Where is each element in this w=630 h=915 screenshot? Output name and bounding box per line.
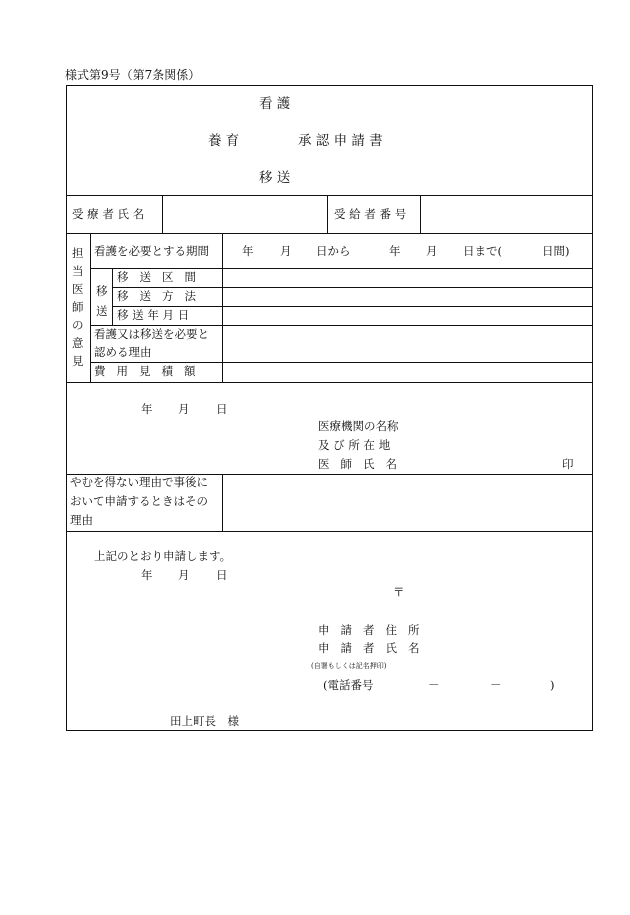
late-reason-line3: 理由 (70, 513, 93, 527)
period-month-to: 月 (426, 244, 438, 258)
rule-reason-bottom (91, 362, 592, 363)
rule-recipient-number-divider (420, 196, 421, 233)
postal-mark: 〒 (393, 585, 405, 599)
institution-address-label: 及び所在地 (318, 438, 394, 452)
rule-doctor-label-column (222, 234, 223, 382)
reason-label-line1: 看護又は移送を必要と (94, 327, 209, 341)
addressee: 田上町長 様 (170, 714, 239, 728)
phone-close: ) (550, 678, 555, 692)
applicant-date-year: 年 (141, 568, 153, 582)
doctor-name-label: 医 師 氏 名 (318, 457, 401, 471)
rule-recipient-name-divider (162, 196, 163, 233)
transport-date-label: 移送年月日 (117, 308, 193, 322)
title-isou: 移 送 (259, 170, 291, 186)
applicant-date-month: 月 (178, 568, 190, 582)
title-kango: 看 護 (259, 96, 291, 112)
inst-date-month: 月 (178, 402, 190, 416)
late-reason-line1: やむを得ない理由で事後に (70, 475, 208, 489)
transport-section-label: 移 送 区 間 (117, 270, 200, 284)
period-month-from: 月 (280, 244, 292, 258)
phone-dash-1: － (428, 678, 440, 692)
applicant-name-label: 申 請 者 氏 名 (318, 641, 424, 655)
recipient-name-label: 受療者氏名 (72, 207, 148, 221)
rule-recipient-mid-divider (327, 196, 328, 233)
inst-date-day: 日 (216, 402, 228, 416)
period-days: 日間) (542, 244, 570, 258)
period-year-to: 年 (389, 244, 401, 258)
signature-note: (自署もしくは記名押印) (311, 662, 387, 670)
rule-transport-section-bottom (113, 287, 592, 288)
title-yoiku: 養 育 (208, 133, 240, 149)
period-day-from: 日から (316, 244, 351, 258)
period-year-from: 年 (242, 244, 254, 258)
application-statement: 上記のとおり申請します。 (94, 549, 232, 563)
rule-period-bottom (91, 268, 592, 269)
rule-late-reason-bottom (67, 531, 592, 532)
reason-label-line2: 認める理由 (94, 345, 152, 359)
recipient-number-label: 受給者番号 (334, 207, 410, 221)
doctor-opinion-side-label: 担 当 医 師 の 意 見 (72, 246, 84, 368)
rule-late-reason-label-column (222, 475, 223, 531)
title-main: 承 認 申 請 書 (298, 133, 383, 149)
rule-transport-method-bottom (113, 306, 592, 307)
rule-transport-side-divider (112, 269, 113, 325)
care-period-label: 看護を必要とする期間 (94, 244, 209, 258)
period-day-to: 日まで( (463, 244, 502, 258)
phone-dash-2: － (490, 678, 502, 692)
late-reason-line2: おいて申請するときはその (70, 494, 208, 508)
transport-method-label: 移 送 方 法 (117, 289, 200, 303)
transport-side-label: 移 送 (96, 284, 108, 318)
institution-name-label: 医療機関の名称 (318, 419, 399, 433)
form-number-label: 様式第9号（第7条関係） (65, 68, 201, 82)
rule-side-label-divider (90, 234, 91, 382)
phone-label: (電話番号 (323, 678, 374, 692)
doctor-seal-mark: 印 (562, 457, 574, 471)
applicant-date-day: 日 (216, 568, 228, 582)
rule-recipient-bottom (67, 233, 592, 234)
cost-estimate-label: 費 用 見 積 額 (94, 364, 200, 378)
rule-title-bottom (67, 195, 592, 196)
rule-doctor-section-bottom (67, 382, 592, 383)
rule-transport-date-bottom (91, 325, 592, 326)
inst-date-year: 年 (141, 402, 153, 416)
applicant-address-label: 申 請 者 住 所 (318, 623, 424, 637)
